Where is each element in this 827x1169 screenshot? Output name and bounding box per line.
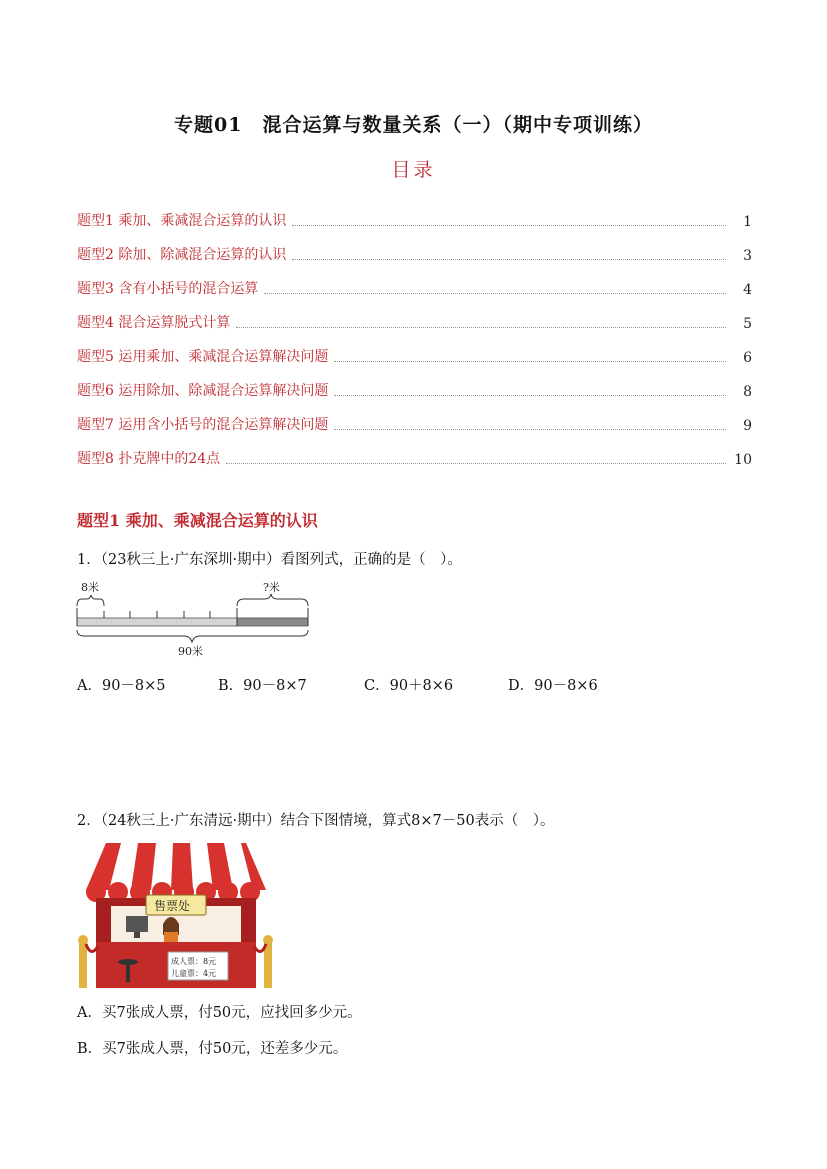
toc-leader-dots [236, 327, 726, 328]
toc-item-page: 9 [743, 418, 752, 434]
toc-item-page: 5 [743, 316, 752, 332]
total-label: 90米 [178, 645, 203, 658]
toc-item-label: 题型4 混合运算脱式计算 [77, 315, 231, 331]
toc-item[interactable] [77, 230, 752, 264]
toc-item-page: 10 [734, 452, 752, 468]
toc-item-label: 题型8 扑克牌中的24点 [77, 451, 221, 467]
toc-item-page: 8 [743, 384, 752, 400]
toc-leader-dots [292, 225, 726, 226]
toc-item-label: 题型1 乘加、乘减混合运算的认识 [77, 213, 287, 229]
toc-item-page: 3 [743, 248, 752, 264]
total-brace [77, 630, 308, 642]
section-heading: 题型1 乘加、乘减混合运算的认识 [77, 511, 318, 530]
known-bar [77, 618, 237, 626]
toc-item[interactable] [77, 196, 752, 230]
child-price: 儿童票：4元 [171, 969, 217, 978]
booth-sign-text: 售票处 [154, 899, 191, 913]
option-d[interactable]: D．90－8×6 [508, 678, 598, 694]
segment-label: 8米 [81, 581, 99, 594]
toc-leader-dots [226, 463, 726, 464]
unknown-label: ?米 [263, 581, 280, 594]
toc-item[interactable] [77, 434, 752, 468]
question-1-text: 1．（23秋三上·广东深圳·期中）看图列式，正确的是（ ）。 [77, 552, 462, 568]
toc-heading: 目录 [391, 159, 436, 181]
ticket-booth-image [76, 840, 276, 990]
document-title: 专题01 混合运算与数量关系（一）（期中专项训练） [174, 114, 653, 136]
option-c[interactable]: C．90＋8×6 [364, 678, 454, 694]
table-of-contents [77, 196, 752, 468]
toc-item-page: 6 [743, 350, 752, 366]
toc-item[interactable] [77, 332, 752, 366]
question-2-option-b[interactable]: B．买7张成人票，付50元，还差多少元。 [77, 1041, 348, 1057]
toc-item[interactable] [77, 298, 752, 332]
toc-item[interactable] [77, 366, 752, 400]
toc-item-label: 题型7 运用含小括号的混合运算解决问题 [77, 417, 329, 433]
toc-item[interactable] [77, 264, 752, 298]
toc-leader-dots [292, 259, 726, 260]
unknown-brace [237, 594, 308, 606]
toc-item-page: 4 [743, 282, 752, 298]
toc-leader-dots [334, 429, 726, 430]
toc-item-page: 1 [743, 214, 752, 230]
toc-item-label: 题型6 运用除加、除减混合运算解决问题 [77, 383, 329, 399]
option-a[interactable]: A．90－8×5 [77, 678, 166, 694]
line-segment-diagram [70, 578, 320, 660]
toc-item-label: 题型2 除加、除减混合运算的认识 [77, 247, 287, 263]
toc-leader-dots [334, 361, 726, 362]
adult-price: 成人票：8元 [171, 957, 217, 966]
unknown-bar [237, 618, 308, 626]
segment-brace [77, 595, 104, 606]
monitor [126, 916, 148, 932]
option-b[interactable]: B．90－8×7 [218, 678, 307, 694]
toc-item[interactable] [77, 400, 752, 434]
toc-item-label: 题型3 含有小括号的混合运算 [77, 281, 259, 297]
toc-leader-dots [334, 395, 726, 396]
toc-item-label: 题型5 运用乘加、乘减混合运算解决问题 [77, 349, 329, 365]
question-2-text: 2．（24秋三上·广东清远·期中）结合下图情境，算式8×7－50表示（ ）。 [77, 813, 555, 829]
toc-leader-dots [264, 293, 726, 294]
question-2-option-a[interactable]: A．买7张成人票，付50元，应找回多少元。 [77, 1005, 362, 1021]
